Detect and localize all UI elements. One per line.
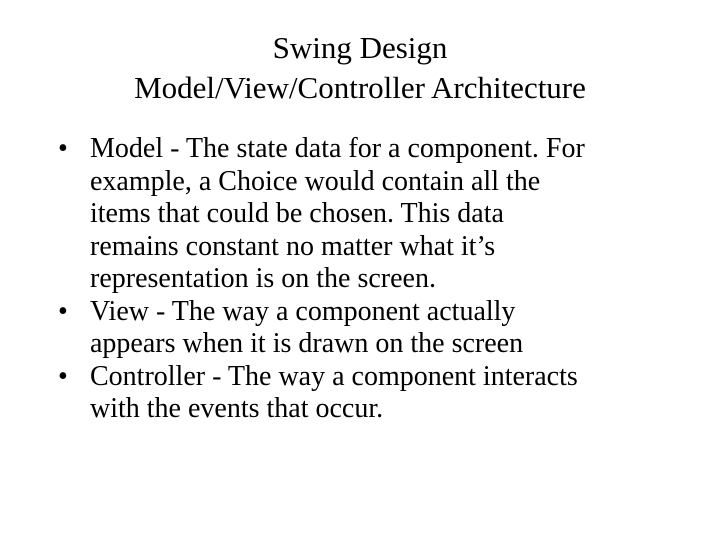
slide-title-line: Swing Design bbox=[272, 30, 448, 65]
bullet-item-controller bbox=[58, 361, 668, 426]
bullet-text-line: Controller - The way a component interacts bbox=[90, 360, 578, 392]
bullet-dot-icon: • bbox=[58, 133, 68, 164]
slide-title-line: Model/View/Controller Architecture bbox=[134, 70, 586, 105]
bullet-item-model bbox=[58, 133, 668, 296]
bullet-text-line: items that could be chosen. This data bbox=[90, 198, 504, 229]
slide-title bbox=[0, 28, 720, 108]
bullet-text-line: remains constant no matter what it’s bbox=[90, 230, 496, 262]
bullet-dot-icon: • bbox=[58, 295, 68, 327]
bullet-text-line: example, a Choice would contain all the bbox=[90, 165, 541, 197]
bullet-text-line: Model - The state data for a component. For bbox=[90, 133, 585, 164]
bullet-text-line: appears when it is drawn on the screen bbox=[90, 328, 524, 359]
bullet-text-line: with the events that occur. bbox=[90, 393, 384, 424]
bullet-dot-icon: • bbox=[58, 360, 68, 392]
bullet-list bbox=[58, 133, 668, 426]
bullet-text-line: representation is on the screen. bbox=[90, 263, 436, 294]
bullet-text-line: View - The way a component actually bbox=[90, 295, 516, 327]
bullet-item-view bbox=[58, 296, 668, 361]
